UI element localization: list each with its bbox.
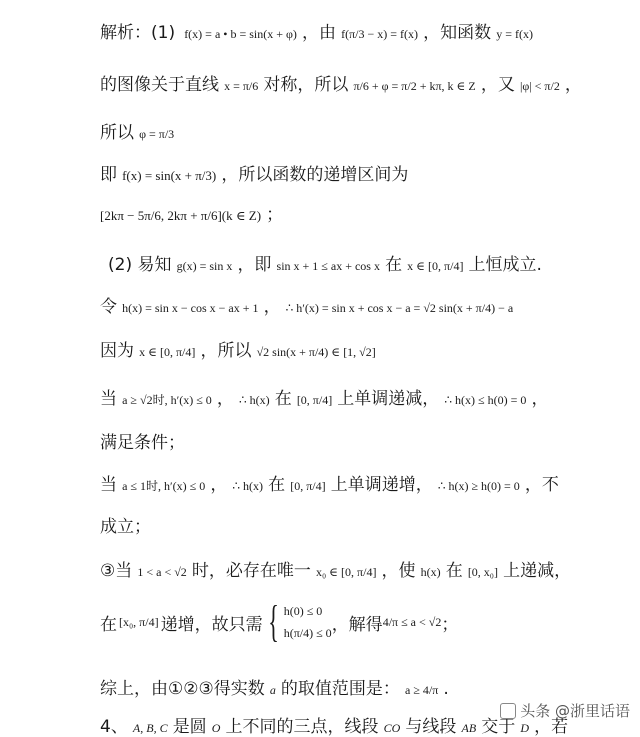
text: ， [564,75,582,95]
formula: h(x) = sin x − cos x − ax + 1 [122,301,259,315]
formula: a [269,683,276,697]
text: ， [531,389,549,409]
text: 所以 [100,123,134,143]
formula: [0, x₀] [467,565,498,579]
formula: φ = π/3 [139,127,175,141]
watermark [500,700,630,721]
condition-system [263,597,332,646]
text: 在 [385,255,403,275]
formula: ∴ h(x) ≥ h(0) = 0 [437,479,520,493]
formula: y = f(x) [496,27,533,41]
formula: √2 sin(x + π/4) ∈ [1, √2] [256,345,376,359]
text: ，不 [524,475,559,495]
text: 对称，所以 [263,75,349,95]
formula: x ∈ [0, π/4] [407,259,464,273]
text: 满足条件； [100,433,185,453]
text: ，所以函数的递增区间为 [221,165,409,185]
line-6 [108,250,640,275]
line-15 [100,674,640,699]
text: ， [263,297,281,317]
text: ，使 [381,561,416,581]
formula: O [211,721,221,735]
text: ，所以 [200,341,252,361]
text: 因为 [100,341,134,361]
line-12 [100,512,640,537]
formula: [0, π/4] [290,479,326,493]
line-2 [100,70,640,95]
formula: ∴ h′(x) = sin x + cos x − a = √2 sin(x + π/4) − a [285,301,514,315]
text: 是圆 [172,717,207,737]
formula: h(π/4) ≤ 0 [283,626,332,640]
text: 在 [268,475,286,495]
line-13 [100,556,640,581]
text: 上单调递减， [337,389,440,409]
text: 与线段 [405,717,457,737]
line-11 [100,470,640,495]
formula: a ≤ 1时, h′(x) ≤ 0 [122,479,206,493]
text: 4、 [100,717,128,737]
formula: x ∈ [0, π/4] [139,345,196,359]
formula: 1 < a < √2 [137,565,187,579]
text: (2) 易知 [108,255,172,275]
formula: |φ| < π/2 [519,79,560,93]
text: 在 [445,561,463,581]
text: ，由 [302,23,337,43]
formula: ∴ h(x) [232,479,264,493]
formula: A, B, C [132,721,168,735]
text: 解析：(1) [100,23,176,43]
formula: [2kπ − 5π/6, 2kπ + π/6](k ∈ Z) [100,208,262,223]
line-5 [100,200,640,225]
formula: ∴ h(x) ≤ h(0) = 0 [444,393,527,407]
line-8 [100,336,640,361]
formula: [0, π/4] [296,393,333,407]
text: 上恒成立. [468,255,542,275]
formula: CO [383,721,401,735]
formula: a ≥ 4/π [405,683,439,697]
line-1 [100,18,640,43]
text: ； [266,205,284,225]
formula: h(x) [420,565,441,579]
text: 的取值范围是： [280,679,400,699]
text: 上递减， [503,561,572,581]
text: ，即 [237,255,272,275]
text: 当 [100,389,117,409]
formula: h(0) ≤ 0 [283,604,323,618]
condition-rows [284,600,332,644]
text: ，若 [534,717,569,737]
line-4 [100,160,640,185]
formula: f(x) = sin(x + π/3) [122,168,217,183]
line-14 [100,597,640,646]
watermark-text: 头条 @浙里话语 [520,702,630,720]
text: ③当 [100,561,133,581]
formula: D [520,721,530,735]
text: 时，必存在唯一 [191,561,311,581]
formula: x = π/6 [224,79,259,93]
text: 的图像关于直线 [100,75,219,95]
text: 成立； [100,517,151,537]
formula: [x₀, π/4] [119,614,159,629]
text: 综上，由①②③得实数 [100,679,265,699]
left-brace: { [267,597,279,646]
formula: x₀ ∈ [0, π/4] [315,565,377,579]
text: . [443,679,449,699]
text: 在 [274,389,292,409]
line-9 [100,384,640,409]
formula: AB [461,721,477,735]
formula: f(π/3 − x) = f(x) [341,27,419,41]
text: 在 [100,614,117,635]
text: 即 [100,165,117,185]
formula: ∴ h(x) [238,393,270,407]
toutiao-logo-icon [500,703,516,719]
text: 上单调递增， [330,475,433,495]
formula: sin x + 1 ≤ ax + cos x [276,259,380,273]
formula: g(x) = sin x [176,259,233,273]
line-3 [100,118,640,143]
text: ； [441,614,459,635]
text: 交于 [481,717,516,737]
formula: a ≥ √2时, h′(x) ≤ 0 [122,393,212,407]
formula: π/6 + φ = π/2 + kπ, k ∈ Z [353,79,476,93]
text: 令 [100,297,117,317]
formula: f(x) = a • b = sin(x + φ) [184,27,297,41]
text: ，又 [480,75,515,95]
text: 递增，故只需 [160,614,263,635]
text: ， [210,475,228,495]
text: 上不同的三点，线段 [225,717,379,737]
text: ，知函数 [423,23,492,43]
line-7 [100,292,640,317]
text: 当 [100,475,117,495]
formula: 4/π ≤ a < √2 [382,614,442,629]
text: ，解得 [331,614,383,635]
text: ， [216,389,234,409]
line-10 [100,428,640,453]
